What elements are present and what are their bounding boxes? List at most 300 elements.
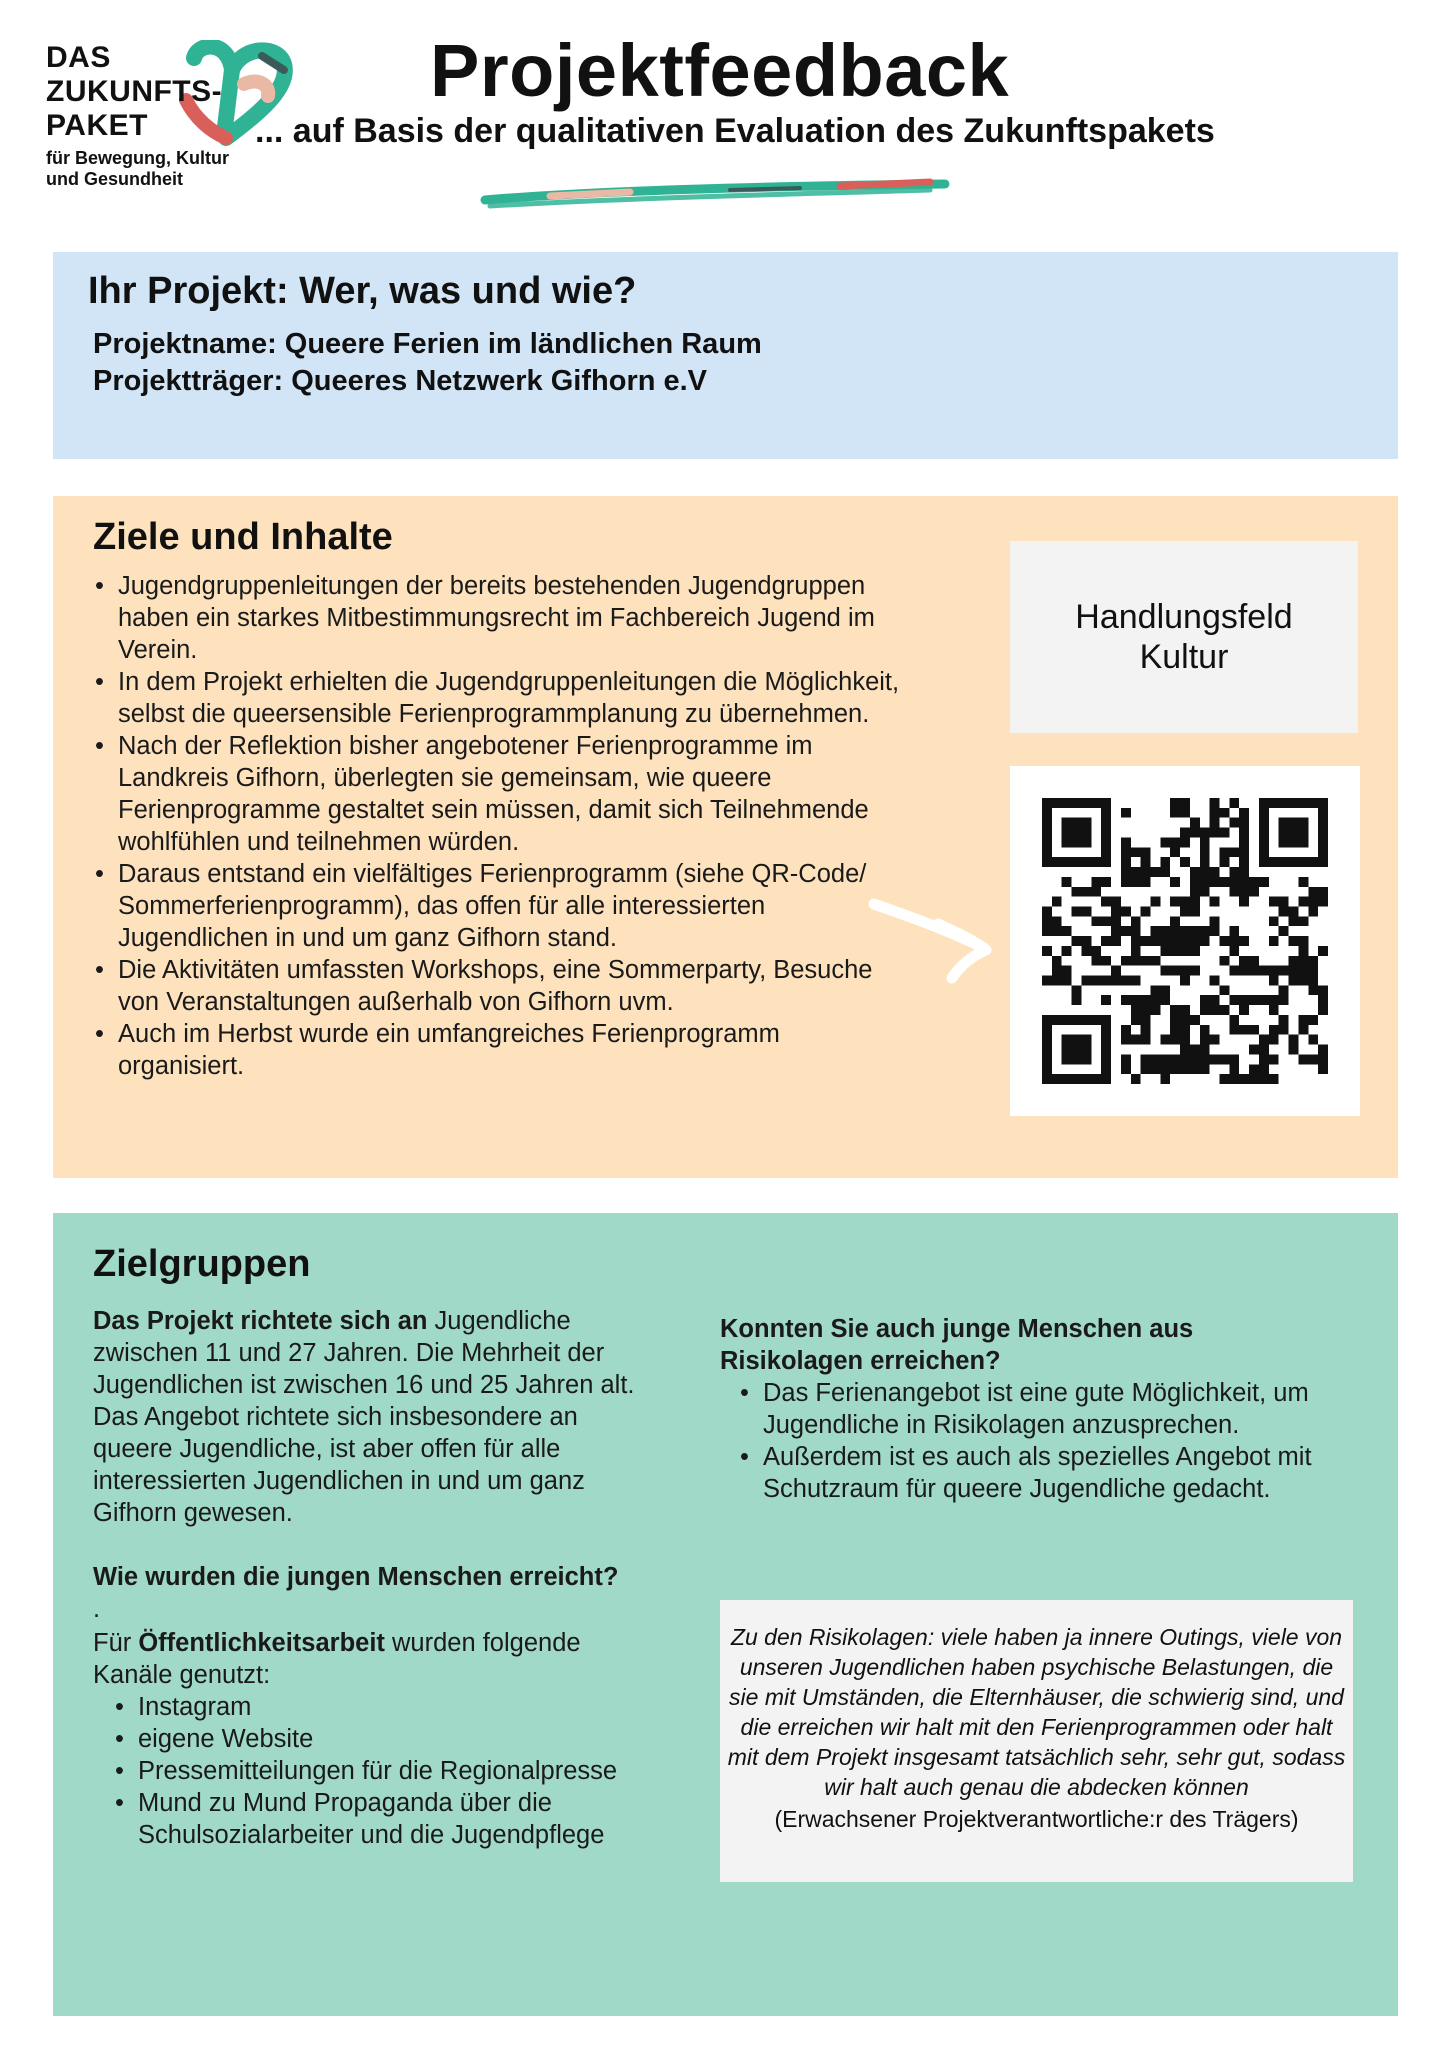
target-groups-section — [53, 1213, 1398, 2016]
qr-module — [1101, 956, 1111, 966]
qr-module — [1180, 828, 1190, 838]
qr-module — [1101, 1064, 1111, 1074]
qr-module — [1269, 936, 1279, 946]
qr-module — [1308, 887, 1318, 897]
qr-module — [1121, 906, 1131, 916]
channels-intro — [93, 1627, 653, 1691]
list-item: • Das Ferienangebot ist eine gute Möglichkeit, um Jugendliche in Risikolagen anzusprechen. — [738, 1377, 1318, 1441]
qr-module — [1170, 877, 1180, 887]
qr-module — [1259, 837, 1269, 847]
qr-module — [1131, 1035, 1141, 1045]
qr-module — [1190, 1015, 1200, 1025]
qr-module — [1308, 906, 1318, 916]
qr-module — [1101, 1025, 1111, 1035]
qr-module — [1141, 1025, 1151, 1035]
qr-module — [1180, 857, 1190, 867]
qr-module — [1101, 897, 1111, 907]
intro-text: Jugendliche zwischen 11 und 27 Jahren. Die Mehrheit der Jugendlichen ist zwischen 16 und 25 Jahren alt. Das Angebot richtete sich insbesondere an queere Jugendliche, ist aber offen für alle interessierten Jugendlichen in und um ganz Gifhorn gewesen. — [93, 1307, 635, 1527]
qr-module — [1121, 956, 1131, 966]
qr-module — [1298, 936, 1308, 946]
intro-bold-text: Das Projekt richtete sich an — [93, 1307, 428, 1335]
qr-module — [1210, 798, 1220, 808]
qr-module — [1111, 916, 1121, 926]
qr-module — [1259, 808, 1269, 818]
qr-module — [1229, 1015, 1239, 1025]
qr-module — [1042, 1015, 1052, 1025]
qr-module — [1062, 837, 1072, 847]
qr-module — [1081, 857, 1091, 867]
qr-module — [1062, 877, 1072, 887]
qr-module — [1298, 857, 1308, 867]
qr-module — [1220, 1005, 1230, 1015]
qr-module — [1180, 1005, 1190, 1015]
qr-module — [1229, 818, 1239, 828]
qr-module — [1239, 995, 1249, 1005]
list-item: • Nach der Reflektion bisher angebotener Ferienprogramme im Landkreis Gifhorn, überlegten sie gemeinsam, wie queere Ferienprogramme gestaltet sein müssen, damit sich Teilnehmende wohlfühlen und teilnehmen würden. — [93, 730, 913, 858]
qr-module — [1298, 828, 1308, 838]
qr-module — [1210, 1005, 1220, 1015]
qr-module — [1131, 847, 1141, 857]
qr-module — [1091, 1015, 1101, 1025]
qr-module — [1239, 1005, 1249, 1015]
qr-module — [1101, 828, 1111, 838]
qr-module — [1180, 966, 1190, 976]
qr-module — [1229, 1054, 1239, 1064]
qr-module — [1081, 1015, 1091, 1025]
qr-module — [1052, 798, 1062, 808]
qr-module — [1269, 897, 1279, 907]
qr-module — [1121, 1064, 1131, 1074]
qr-module — [1170, 1005, 1180, 1015]
qr-module — [1249, 1074, 1259, 1084]
qr-module — [1279, 857, 1289, 867]
target-groups-heading: Zielgruppen — [93, 1243, 311, 1285]
qr-module — [1289, 857, 1299, 867]
qr-module — [1239, 956, 1249, 966]
qr-module — [1259, 1045, 1269, 1055]
qr-module — [1318, 857, 1328, 867]
qr-module — [1239, 877, 1249, 887]
qr-module — [1279, 798, 1289, 808]
list-item: • Außerdem ist es auch als spezielles Angebot mit Schutzraum für queere Jugendliche gedacht. — [738, 1441, 1318, 1505]
qr-module — [1081, 1054, 1091, 1064]
qr-module — [1180, 936, 1190, 946]
qr-module — [1111, 897, 1121, 907]
qr-module — [1190, 818, 1200, 828]
qr-module — [1121, 1025, 1131, 1035]
qr-module — [1042, 1074, 1052, 1084]
qr-module — [1180, 976, 1190, 986]
qr-module — [1170, 936, 1180, 946]
qr-module — [1200, 995, 1210, 1005]
qr-module — [1101, 1035, 1111, 1045]
qr-module — [1298, 976, 1308, 986]
qr-module — [1279, 966, 1289, 976]
qr-module — [1200, 1064, 1210, 1074]
qr-module — [1239, 857, 1249, 867]
qr-module — [1160, 985, 1170, 995]
list-item: • Pressemitteilungen für die Regionalpresse — [113, 1755, 673, 1787]
list-item: • Auch im Herbst wurde ein umfangreiches Ferienprogramm organisiert. — [93, 1018, 913, 1082]
qr-module — [1091, 877, 1101, 887]
qr-module — [1249, 877, 1259, 887]
qr-module — [1210, 808, 1220, 818]
qr-module — [1180, 808, 1190, 818]
qr-module — [1072, 1035, 1082, 1045]
qr-module — [1259, 798, 1269, 808]
qr-module — [1101, 936, 1111, 946]
qr-module — [1150, 995, 1160, 1005]
action-field-label: Handlungsfeld — [1075, 598, 1293, 636]
qr-module — [1131, 976, 1141, 986]
qr-module — [1318, 1064, 1328, 1074]
qr-module — [1259, 1035, 1269, 1045]
qr-module — [1101, 818, 1111, 828]
qr-module — [1121, 976, 1131, 986]
qr-module — [1042, 828, 1052, 838]
qr-module — [1259, 877, 1269, 887]
qr-module — [1170, 1035, 1180, 1045]
qr-module — [1220, 828, 1230, 838]
qr-module — [1210, 867, 1220, 877]
qr-module — [1180, 897, 1190, 907]
channels-bold-text: Öffentlichkeitsarbeit — [138, 1629, 385, 1657]
qr-module — [1220, 808, 1230, 818]
qr-module — [1210, 976, 1220, 986]
qr-module — [1081, 798, 1091, 808]
qr-module — [1220, 1074, 1230, 1084]
qr-module — [1042, 946, 1052, 956]
channels-pre-text: Für — [93, 1629, 139, 1657]
qr-module — [1279, 837, 1289, 847]
project-sponsor: Projektträger: Queeres Netzwerk Gifhorn e.V — [93, 365, 708, 397]
qr-module — [1141, 877, 1151, 887]
qr-module — [1141, 995, 1151, 1005]
qr-module — [1229, 867, 1239, 877]
qr-module — [1269, 857, 1279, 867]
qr-module — [1170, 798, 1180, 808]
qr-module — [1210, 926, 1220, 936]
qr-module — [1190, 897, 1200, 907]
brush-stroke-icon — [480, 172, 950, 212]
qr-module — [1160, 857, 1170, 867]
qr-module — [1298, 1054, 1308, 1064]
qr-module — [1239, 808, 1249, 818]
qr-module — [1190, 1064, 1200, 1074]
qr-module — [1229, 847, 1239, 857]
qr-module — [1101, 837, 1111, 847]
qr-module — [1160, 966, 1170, 976]
qr-module — [1160, 946, 1170, 956]
qr-module — [1150, 897, 1160, 907]
qr-module — [1298, 956, 1308, 966]
qr-module — [1042, 1064, 1052, 1074]
qr-module — [1318, 1045, 1328, 1055]
qr-module — [1042, 906, 1052, 916]
qr-module — [1298, 798, 1308, 808]
qr-module — [1318, 837, 1328, 847]
qr-module — [1042, 798, 1052, 808]
qr-module — [1239, 887, 1249, 897]
qr-module — [1289, 828, 1299, 838]
qr-module — [1239, 1025, 1249, 1035]
list-item: • eigene Website — [113, 1723, 673, 1755]
qr-module — [1190, 946, 1200, 956]
qr-module — [1318, 808, 1328, 818]
qr-module — [1062, 946, 1072, 956]
qr-module — [1279, 1015, 1289, 1025]
qr-module — [1111, 936, 1121, 946]
qr-module — [1190, 1045, 1200, 1055]
arrow-right-icon — [868, 894, 998, 984]
qr-module — [1249, 966, 1259, 976]
brand-logo — [46, 40, 256, 200]
qr-module — [1318, 818, 1328, 828]
qr-module — [1180, 1025, 1190, 1035]
qr-module — [1259, 828, 1269, 838]
qr-module — [1220, 956, 1230, 966]
qr-module — [1239, 828, 1249, 838]
logo-text-line-3: PAKET — [46, 109, 148, 142]
qr-module — [1298, 877, 1308, 887]
qr-module — [1121, 808, 1131, 818]
qr-module — [1160, 1054, 1170, 1064]
qr-module — [1220, 857, 1230, 867]
qr-module — [1072, 985, 1082, 995]
risk-list — [738, 1377, 1318, 1505]
qr-module — [1180, 798, 1190, 808]
qr-module — [1289, 798, 1299, 808]
qr-module — [1170, 916, 1180, 926]
qr-module — [1121, 926, 1131, 936]
list-item: • Die Aktivitäten umfassten Workshops, eine Sommerparty, Besuche von Veranstaltungen außerhalb von Gifhorn uvm. — [93, 954, 913, 1018]
qr-module — [1141, 906, 1151, 916]
qr-module — [1200, 936, 1210, 946]
qr-module — [1121, 877, 1131, 887]
qr-module — [1101, 847, 1111, 857]
qr-module — [1289, 1045, 1299, 1055]
qr-module — [1150, 867, 1160, 877]
qr-module — [1318, 828, 1328, 838]
qr-module — [1200, 1054, 1210, 1064]
logo-tagline-2: und Gesundheit — [46, 169, 183, 189]
qr-module — [1269, 916, 1279, 926]
qr-module — [1298, 818, 1308, 828]
qr-module — [1052, 916, 1062, 926]
qr-module — [1308, 1054, 1318, 1064]
qr-module — [1180, 837, 1190, 847]
qr-module — [1249, 1025, 1259, 1035]
qr-code-icon[interactable] — [1042, 798, 1328, 1084]
qr-module — [1052, 976, 1062, 986]
list-item: • Mund zu Mund Propaganda über die Schulsozialarbeiter und die Jugendpflege — [113, 1787, 673, 1851]
qr-module — [1220, 847, 1230, 857]
qr-module — [1062, 1074, 1072, 1084]
qr-module — [1220, 985, 1230, 995]
qr-module — [1190, 867, 1200, 877]
qr-module — [1269, 1074, 1279, 1084]
qr-module — [1160, 1074, 1170, 1084]
qr-module — [1091, 887, 1101, 897]
qr-module — [1308, 976, 1318, 986]
qr-module — [1190, 926, 1200, 936]
qr-module — [1141, 1054, 1151, 1064]
qr-module — [1062, 818, 1072, 828]
qr-module — [1150, 956, 1160, 966]
qr-module — [1160, 1035, 1170, 1045]
qr-module — [1160, 995, 1170, 1005]
qr-module — [1200, 1035, 1210, 1045]
reach-question: Wie wurden die jungen Menschen erreicht? — [93, 1563, 619, 1591]
qr-module — [1279, 906, 1289, 916]
qr-module — [1091, 1074, 1101, 1084]
qr-module — [1150, 1064, 1160, 1074]
qr-module — [1141, 936, 1151, 946]
qr-module — [1141, 1015, 1151, 1025]
qr-module — [1141, 1064, 1151, 1074]
qr-module — [1239, 837, 1249, 847]
qr-module — [1269, 1025, 1279, 1035]
qr-module — [1081, 906, 1091, 916]
qr-module — [1141, 857, 1151, 867]
qr-module — [1190, 906, 1200, 916]
qr-module — [1081, 936, 1091, 946]
qr-module — [1072, 906, 1082, 916]
qr-module — [1308, 1015, 1318, 1025]
qr-module — [1121, 837, 1131, 847]
qr-module — [1081, 837, 1091, 847]
qr-module — [1150, 1005, 1160, 1015]
qr-module — [1072, 1054, 1082, 1064]
logo-tagline-1: für Bewegung, Kultur — [46, 148, 229, 168]
qr-module — [1052, 926, 1062, 936]
qr-module — [1308, 897, 1318, 907]
qr-module — [1289, 818, 1299, 828]
qr-module — [1180, 1054, 1190, 1064]
qr-module — [1101, 798, 1111, 808]
qr-module — [1101, 1054, 1111, 1064]
qr-module — [1279, 818, 1289, 828]
qr-module — [1062, 857, 1072, 867]
qr-module — [1062, 828, 1072, 838]
qr-module — [1249, 887, 1259, 897]
qr-module — [1141, 956, 1151, 966]
qr-module — [1081, 1045, 1091, 1055]
qr-module — [1229, 995, 1239, 1005]
qr-module — [1200, 1005, 1210, 1015]
qr-module — [1318, 1005, 1328, 1015]
qr-module — [1101, 1045, 1111, 1055]
qr-module — [1200, 867, 1210, 877]
qr-module — [1081, 818, 1091, 828]
qr-module — [1062, 1054, 1072, 1064]
qr-module — [1259, 995, 1269, 1005]
qr-module — [1229, 1064, 1239, 1074]
qr-module — [1269, 1005, 1279, 1015]
qr-module — [1121, 857, 1131, 867]
qr-module — [1239, 847, 1249, 857]
qr-module — [1269, 1035, 1279, 1045]
qr-module — [1111, 966, 1121, 976]
qr-module — [1229, 1074, 1239, 1084]
qr-module — [1072, 1015, 1082, 1025]
qr-module — [1091, 956, 1101, 966]
qr-module — [1160, 837, 1170, 847]
qr-module — [1062, 798, 1072, 808]
qr-module — [1101, 916, 1111, 926]
project-name: Projektname: Queere Ferien im ländlichen Raum — [93, 328, 762, 360]
qr-module — [1081, 887, 1091, 897]
qr-module — [1298, 916, 1308, 926]
qr-module — [1062, 926, 1072, 936]
qr-module — [1200, 847, 1210, 857]
qr-module — [1170, 1064, 1180, 1074]
qr-module — [1072, 1074, 1082, 1084]
qr-module — [1160, 1064, 1170, 1074]
goals-section — [53, 496, 1398, 1178]
qr-module — [1072, 818, 1082, 828]
quote-text: Zu den Risikolagen: viele haben ja innere Outings, viele von unseren Jugendlichen haben psychische Belastungen, die sie mit Umständen, die Elternhäuser, die schwierig sind, und die erreichen wir halt mit den Ferienprogrammen oder halt mit dem Projekt insgesamt tatsächlich sehr, sehr gut, sodass wir halt auch genau die abdecken können — [727, 1624, 1346, 1800]
qr-module — [1180, 1064, 1190, 1074]
channels-list — [113, 1691, 673, 1851]
qr-module — [1279, 1025, 1289, 1035]
qr-module — [1318, 985, 1328, 995]
qr-module — [1210, 916, 1220, 926]
qr-module — [1229, 926, 1239, 936]
qr-module — [1180, 1035, 1190, 1045]
qr-module — [1210, 1035, 1220, 1045]
target-groups-intro — [93, 1305, 653, 1529]
qr-module — [1091, 946, 1101, 956]
qr-module — [1111, 926, 1121, 936]
qr-module — [1318, 897, 1328, 907]
quote-source: (Erwachsener Projektverantwortliche:r des Trägers) — [774, 1806, 1299, 1832]
qr-module — [1091, 798, 1101, 808]
qr-module — [1308, 1035, 1318, 1045]
qr-module — [1220, 1054, 1230, 1064]
qr-code-box[interactable] — [1010, 766, 1360, 1116]
qr-module — [1072, 857, 1082, 867]
qr-module — [1131, 867, 1141, 877]
qr-module — [1289, 837, 1299, 847]
goals-list — [93, 570, 913, 1082]
qr-module — [1298, 946, 1308, 956]
qr-module — [1072, 1045, 1082, 1055]
qr-module — [1170, 897, 1180, 907]
qr-module — [1190, 828, 1200, 838]
qr-module — [1200, 887, 1210, 897]
qr-module — [1121, 995, 1131, 1005]
qr-module — [1042, 818, 1052, 828]
qr-module — [1170, 837, 1180, 847]
qr-module — [1229, 887, 1239, 897]
qr-module — [1308, 966, 1318, 976]
qr-module — [1229, 936, 1239, 946]
page-subtitle: ... auf Basis der qualitativen Evaluation des Zukunftspakets — [255, 112, 1215, 150]
qr-module — [1150, 926, 1160, 936]
risk-question: Konnten Sie auch junge Menschen aus Risikolagen erreichen? — [720, 1315, 1194, 1375]
list-item: • Jugendgruppenleitungen der bereits bestehenden Jugendgruppen haben ein starkes Mitbestimmungsrecht im Fachbereich Jugend im Verein. — [93, 570, 913, 666]
qr-module — [1052, 1015, 1062, 1025]
qr-module — [1081, 1074, 1091, 1084]
qr-module — [1200, 828, 1210, 838]
qr-module — [1289, 976, 1299, 986]
qr-module — [1279, 995, 1289, 1005]
qr-module — [1289, 906, 1299, 916]
qr-module — [1160, 926, 1170, 936]
qr-module — [1101, 1074, 1111, 1084]
qr-module — [1190, 877, 1200, 887]
